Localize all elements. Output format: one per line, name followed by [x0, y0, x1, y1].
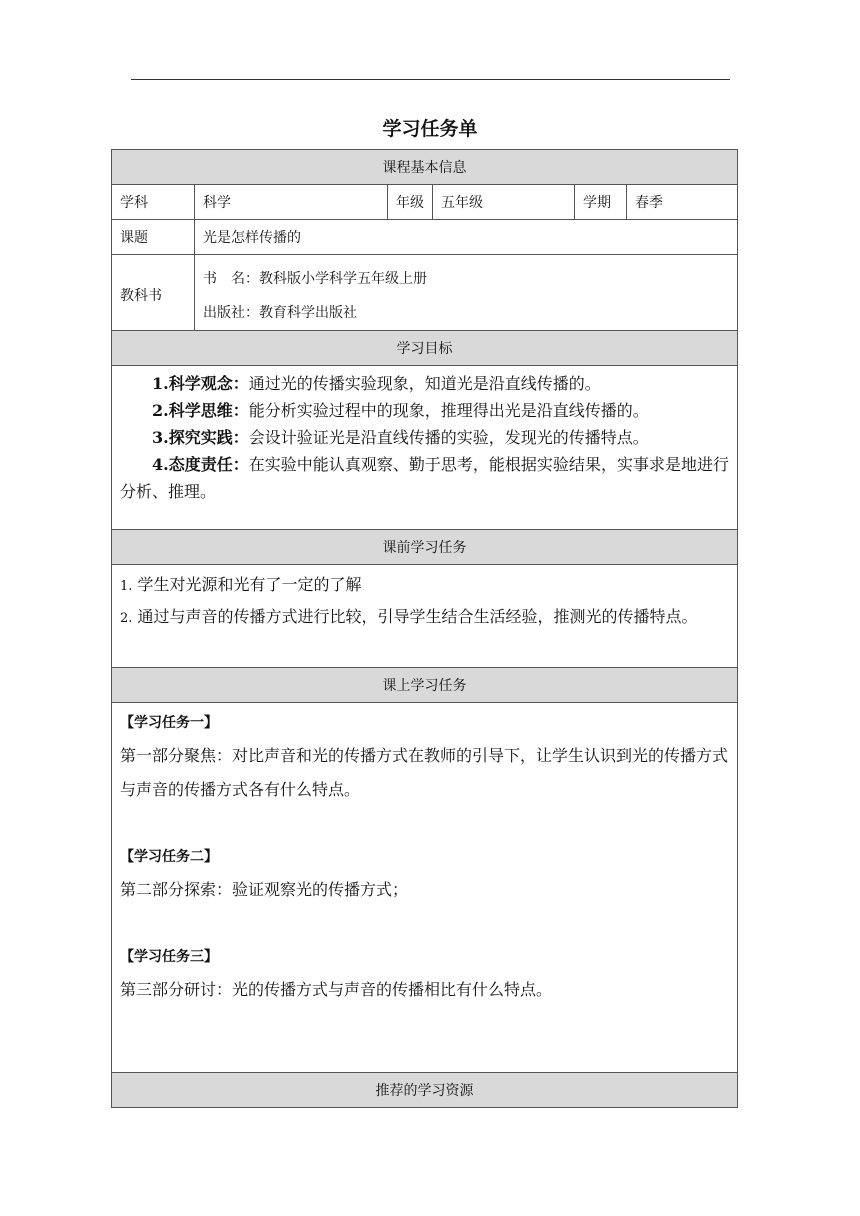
goal-item: 3.探究实践：会设计验证光是沿直线传播的实验，发现光的传播特点。	[152, 428, 649, 447]
task-tag: 【学习任务一】	[120, 715, 218, 731]
topic-value: 光是怎样传播的	[195, 220, 738, 255]
basic-info-header: 课程基本信息	[112, 150, 738, 185]
pre-class-content	[112, 565, 738, 668]
topic-label: 课题	[112, 220, 195, 255]
task-text: 第一部分聚焦：对比声音和光的传播方式在教师的引导下，让学生认识到光的传播方式与声音的传播方式各有什么特点。	[120, 746, 729, 799]
grade-label: 年级	[388, 185, 433, 220]
header-rule	[131, 79, 730, 80]
task-sheet-table	[111, 149, 738, 1108]
spacer	[120, 907, 729, 947]
task-tag: 【学习任务二】	[120, 849, 218, 865]
pre-class-item: 1. 学生对光源和光有了一定的了解	[120, 575, 362, 594]
term-value: 春季	[627, 185, 738, 220]
textbook-publisher: 出版社：教育科学出版社	[203, 305, 357, 321]
pre-class-header: 课前学习任务	[112, 530, 738, 565]
term-label: 学期	[575, 185, 627, 220]
grade-value: 五年级	[433, 185, 575, 220]
goals-header: 学习目标	[112, 331, 738, 366]
goal-item: 1.科学观念：通过光的传播实验现象，知道光是沿直线传播的。	[152, 374, 601, 393]
textbook-label	[112, 255, 195, 331]
goal-item: 4.态度责任：在实验中能认真观察、勤于思考，能根据实验结果，实事求是地进行分析、推理。	[120, 455, 730, 501]
page-title: 学习任务单	[382, 118, 478, 140]
resources-header: 推荐的学习资源	[112, 1073, 738, 1108]
task-text: 第二部分探索：验证观察光的传播方式；	[120, 880, 409, 899]
in-class-content	[112, 703, 738, 1073]
task-text: 第三部分研讨：光的传播方式与声音的传播相比有什么特点。	[120, 980, 553, 999]
goals-content	[112, 366, 738, 530]
in-class-header: 课上学习任务	[112, 668, 738, 703]
subject-label: 学科	[112, 185, 195, 220]
goal-item: 2.科学思维：能分析实验过程中的现象，推理得出光是沿直线传播的。	[152, 401, 649, 420]
subject-value: 科学	[195, 185, 388, 220]
textbook-value	[195, 255, 738, 331]
task-tag: 【学习任务三】	[120, 949, 218, 965]
pre-class-item: 2. 通过与声音的传播方式进行比较，引导学生结合生活经验，推测光的传播特点。	[120, 607, 698, 626]
spacer	[120, 807, 729, 847]
textbook-label-text: 教科书	[120, 288, 162, 304]
textbook-name: 书 名：教科版小学科学五年级上册	[203, 271, 427, 287]
